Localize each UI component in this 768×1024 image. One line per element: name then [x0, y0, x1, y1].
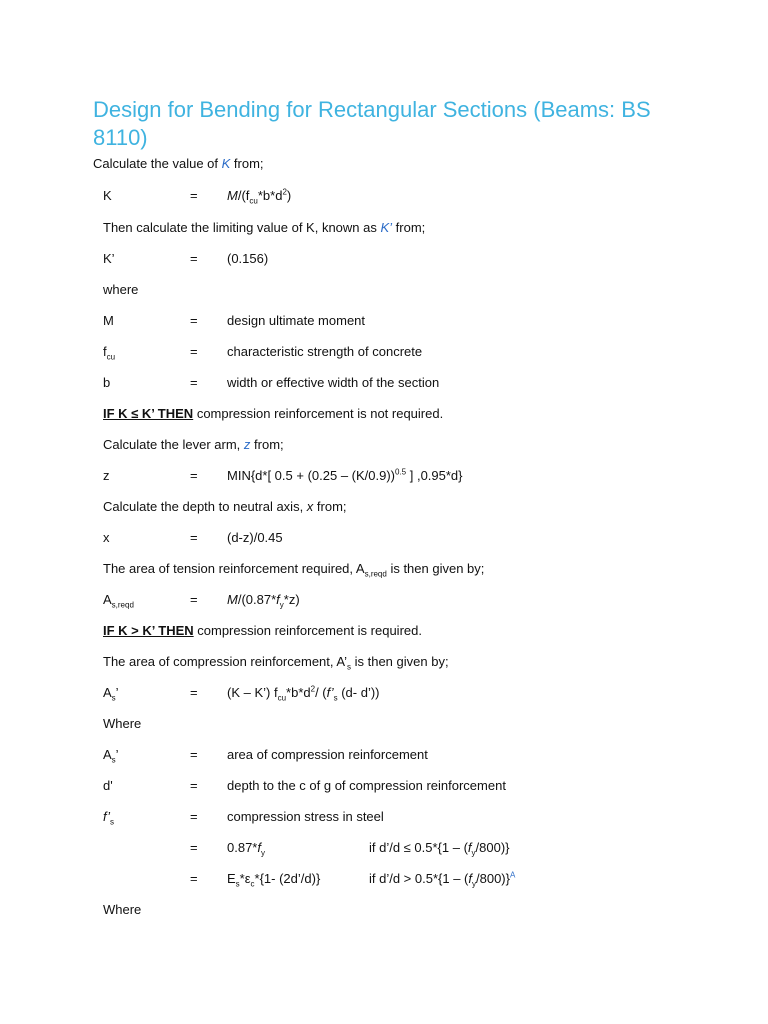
equals-sign: =: [190, 344, 198, 359]
equals-sign: =: [190, 313, 198, 328]
def-description: characteristic strength of concrete: [227, 344, 423, 359]
var-kprime: K’: [380, 220, 393, 235]
equals-sign: =: [190, 840, 198, 855]
page-title: Design for Bending for Rectangular Sections (Beams: BS 8110): [93, 97, 651, 150]
case-value: $0.87*f_y$: [227, 840, 265, 858]
intro-kprime: Then calculate the limiting value of K, known as K’ from;: [103, 220, 426, 235]
def-symbol: $A_s$’: [103, 747, 119, 765]
footnote-link[interactable]: A: [509, 870, 516, 880]
def-symbol: b: [103, 375, 111, 390]
eq-value: $M/(f_{cu}*b*d^2)$: [227, 187, 292, 206]
equals-sign: =: [190, 809, 198, 824]
case-condition: if d’/d > $0.5*\{1 - (f_y/800)\}^A$: [369, 870, 516, 889]
intro-asprime: The area of compression reinforcement, $A’_s$ is then given by;: [103, 654, 449, 672]
condition-label: IF K ≤ K’ THEN: [103, 406, 194, 421]
where-label-2: Where: [103, 716, 142, 731]
var-z: z: [243, 437, 251, 452]
def-symbol: $f’_s$: [103, 809, 114, 827]
eq-value: $M/(0.87*f_y*z)$: [227, 592, 300, 610]
eq-value: (0.156): [227, 251, 269, 266]
equals-sign: =: [190, 778, 198, 793]
eq-symbol: K’: [103, 251, 115, 266]
equals-sign: =: [190, 375, 198, 390]
def-symbol: d': [103, 778, 113, 793]
equals-sign: =: [190, 871, 198, 886]
def-description: depth to the c of g of compression reinforcement: [227, 778, 506, 793]
def-description: area of compression reinforcement: [227, 747, 428, 762]
equals-sign: =: [190, 592, 198, 607]
def-description: design ultimate moment: [227, 313, 366, 328]
equals-sign: =: [190, 685, 198, 700]
condition-not-required: IF K ≤ K’ THEN compression reinforcement is not required.: [103, 406, 444, 421]
equals-sign: =: [190, 468, 198, 483]
def-description: compression stress in steel: [227, 809, 384, 824]
where-label-3: Where: [103, 902, 142, 917]
eq-value: (d-z)/0.45: [227, 530, 283, 545]
eq-symbol: $A_{s,reqd}$: [103, 592, 134, 610]
intro-k-post: from;: [230, 156, 264, 171]
intro-x: Calculate the depth to neutral axis, x from;: [103, 499, 347, 514]
eq-symbol: $A_s$’: [103, 685, 119, 703]
def-description: width or effective width of the section: [227, 375, 440, 390]
equals-sign: =: [190, 251, 198, 266]
intro-z: Calculate the lever arm, z from;: [103, 437, 284, 452]
condition-required: IF K > K’ THEN compression reinforcement is required.: [103, 623, 422, 638]
var-x: x: [306, 499, 314, 514]
intro-as: The area of tension reinforcement required, $A_{s,reqd}$ is then given by;: [103, 561, 485, 579]
def-symbol: $f_{cu}$: [103, 344, 116, 362]
var-k: K: [221, 156, 231, 171]
case-condition: if d’/d ≤ $0.5*\{1 - (f_y/800)\}$: [369, 840, 510, 858]
condition-label: IF K > K’ THEN: [103, 623, 194, 638]
eq-symbol: K: [103, 188, 112, 203]
eq-value: MIN{d*[ 0.5 + (0.25 – (K/0.9))$^{0.5}$ ] ,0.95*d}: [227, 467, 463, 483]
def-symbol: M: [103, 313, 114, 328]
intro-k-text: Calculate the value of: [93, 156, 222, 171]
eq-value: (K – K’) $f_{cu}*b*d^2/$ ($f’_s$ (d- d’)): [227, 684, 380, 703]
eq-symbol: z: [103, 468, 110, 483]
equals-sign: =: [190, 188, 198, 203]
where-label-1: where: [103, 282, 139, 297]
equals-sign: =: [190, 747, 198, 762]
eq-symbol: x: [103, 530, 110, 545]
intro-k: [93, 155, 264, 173]
equals-sign: =: [190, 530, 198, 545]
case-value: $E_s*\varepsilon_c*\{1-$ (2d’/d)}: [227, 871, 321, 889]
